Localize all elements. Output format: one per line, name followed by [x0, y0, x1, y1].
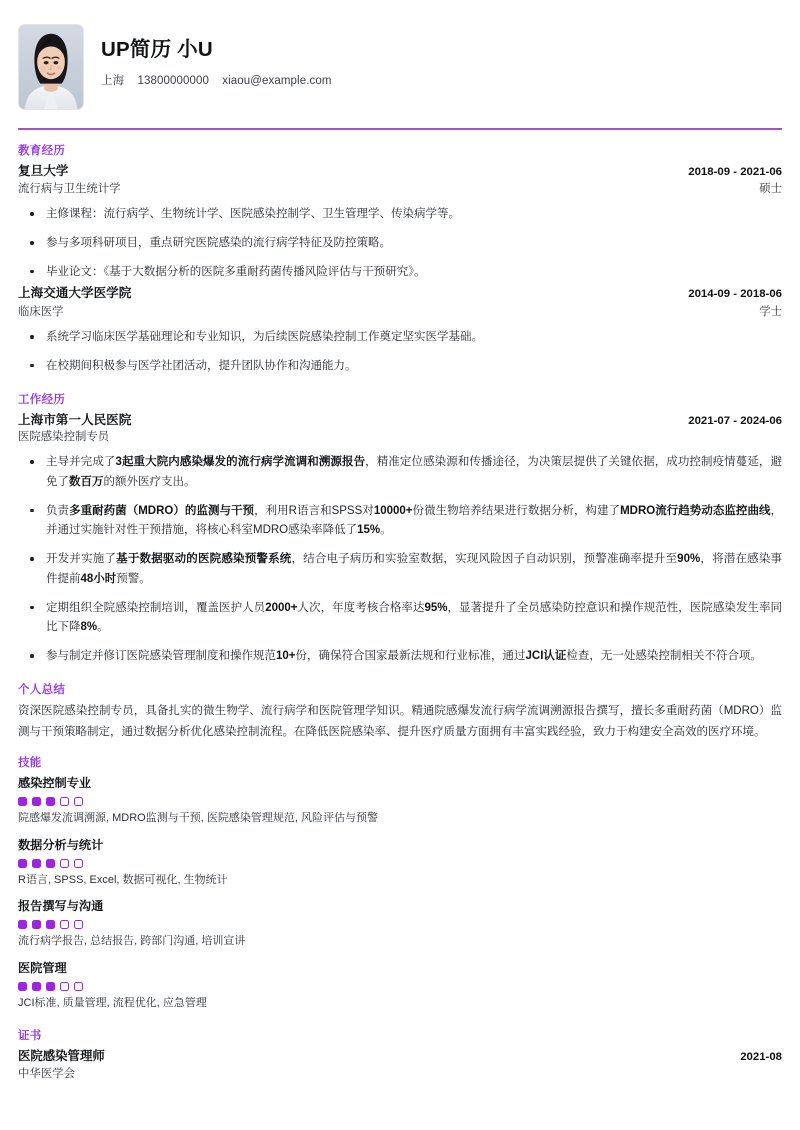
skill-dot-filled — [18, 920, 27, 929]
entry-subtitle: 医院感染控制专员 — [18, 431, 110, 444]
skill-dot-filled — [46, 797, 55, 806]
skill-dot-filled — [32, 920, 41, 929]
bullet-list — [18, 453, 782, 667]
certificate-list — [18, 1047, 782, 1084]
section-title-education: 教育经历 — [18, 144, 66, 157]
bullet-text: 定期组织全院感染控制培训，覆盖医护人员 — [46, 601, 266, 614]
skill-dot-filled — [18, 859, 27, 868]
bullet-emphasis: 48小时 — [80, 572, 117, 585]
bullet-emphasis: MDRO流行趋势动态监控曲线 — [620, 504, 771, 517]
skill-dot-filled — [32, 859, 41, 868]
skill-detail: R语言, SPSS, Excel, 数据可视化, 生物统计 — [18, 873, 228, 886]
section-education — [18, 130, 782, 377]
skill-item — [18, 836, 782, 888]
header-divider — [18, 128, 782, 130]
entry-meta: 学士 — [759, 306, 782, 319]
entry-sub-row — [18, 180, 782, 199]
bullet-text: 份，确保符合国家最新法规和行业标准，通过 — [295, 650, 526, 663]
bullet-emphasis: 15% — [357, 524, 381, 537]
experience-entry — [18, 284, 782, 376]
bullet-item — [18, 328, 782, 348]
skill-dot-empty — [60, 982, 69, 991]
skill-item — [18, 774, 782, 826]
entry-sub-row — [18, 303, 782, 322]
entry-subtitle: 临床医学 — [18, 306, 64, 319]
bullet-text: ，精准定位感染源和传播途径，为决策层提供了关键依据，成功控制疫情蔓延，避免了 — [46, 456, 782, 488]
skill-dot-empty — [74, 920, 83, 929]
bullet-item — [18, 453, 782, 493]
skill-dot-empty — [74, 859, 83, 868]
bullet-emphasis: 数百万 — [69, 475, 104, 488]
section-title-skills: 技能 — [18, 757, 42, 770]
bullet-text: 人次，年度考核合格率达 — [297, 601, 425, 614]
bullet-text: ，结合电子病历和实验室数据，实现风险因子自动识别，预警准确率提升至 — [291, 553, 678, 566]
bullet-item — [18, 205, 782, 225]
bullet-item — [18, 647, 782, 667]
entry-subtitle: 流行病与卫生统计学 — [18, 183, 121, 196]
contact-line — [101, 74, 332, 89]
certificate-header-row — [18, 1047, 782, 1066]
bullet-text: 在校期间积极参与医学社团活动，提升团队协作和沟通能力。 — [46, 359, 357, 372]
bullet-text: ，利用R语言和SPSS对 — [254, 504, 374, 517]
work-entries — [18, 411, 782, 667]
skill-detail: JCI标准, 质量管理, 流程优化, 应急管理 — [18, 996, 207, 1009]
skill-dot-filled — [46, 859, 55, 868]
skill-dot-filled — [32, 797, 41, 806]
skill-detail: 院感爆发流调溯源, MDRO监测与干预, 医院感染管理规范, 风险评估与预警 — [18, 812, 378, 825]
section-summary — [18, 669, 782, 742]
bullet-emphasis: JCI认证 — [525, 650, 567, 663]
certificate-issuer: 中华医学会 — [18, 1068, 75, 1081]
bullet-text: 主修课程：流行病学、生物统计学、医院感染控制学、卫生管理学、传染病学等。 — [46, 208, 460, 221]
entry-header-row — [18, 284, 782, 303]
bullet-list — [18, 205, 782, 282]
skill-dot-filled — [32, 982, 41, 991]
skill-dot-filled — [46, 982, 55, 991]
entry-sub-row — [18, 429, 782, 447]
bullet-emphasis: 10+ — [276, 650, 296, 663]
skill-name: 数据分析与统计 — [18, 837, 104, 852]
section-title-certificates: 证书 — [18, 1030, 42, 1042]
bullet-emphasis: 8% — [80, 621, 98, 634]
bullet-text: ，显著提升了全员感染防控意识和操作规范性，医院感染发生率同比下降 — [46, 601, 783, 634]
bullet-text: 份微生物培养结果进行数据分析，构建了 — [412, 504, 621, 517]
skill-detail: 流行病学报告, 总结报告, 跨部门沟通, 培训宣讲 — [18, 935, 246, 948]
bullet-text: 参与多项科研项目，重点研究医院感染的流行病学特征及防控策略。 — [46, 236, 391, 249]
skill-dot-empty — [60, 859, 69, 868]
skill-dot-empty — [74, 797, 83, 806]
entry-date: 2014-09 - 2018-06 — [688, 288, 782, 301]
skill-list — [18, 774, 782, 1011]
bullet-text: 主导并完成了 — [46, 456, 116, 469]
bullet-text: 预警。 — [116, 572, 151, 585]
avatar — [18, 24, 84, 110]
certificate-date: 2021-08 — [740, 1051, 782, 1063]
skill-name: 感染控制专业 — [18, 776, 92, 791]
bullet-text: 。 — [97, 621, 109, 634]
entry-header-row — [18, 411, 782, 430]
entry-organization: 上海交通大学医学院 — [18, 286, 132, 301]
bullet-emphasis: 2000+ — [265, 601, 298, 614]
skill-item — [18, 959, 782, 1011]
skill-dot-empty — [74, 982, 83, 991]
bullet-text: 毕业论文：《基于大数据分析的医院多重耐药菌传播风险评估与干预研究》。 — [46, 265, 426, 278]
bullet-list — [18, 328, 782, 377]
bullet-text: ，将潜在感染事件提前 — [46, 553, 783, 585]
entry-date: 2018-09 - 2021-06 — [688, 165, 782, 178]
skill-level-dots — [18, 859, 782, 868]
skill-dot-filled — [46, 920, 55, 929]
person-name: UP简历 小U — [101, 38, 213, 61]
bullet-text: 参与制定并修订医院感染管理制度和操作规范 — [46, 650, 276, 663]
certificate-item — [18, 1047, 782, 1084]
section-work — [18, 379, 782, 667]
entry-organization: 上海市第一人民医院 — [18, 412, 132, 427]
section-title-work: 工作经历 — [18, 393, 66, 406]
bullet-emphasis: 90% — [677, 553, 701, 566]
section-title-summary: 个人总结 — [18, 684, 66, 696]
education-entries — [18, 162, 782, 377]
contact-phone: 13800000000 — [137, 74, 209, 87]
experience-entry — [18, 411, 782, 667]
bullet-emphasis: 流行病学流调和溯源报告 — [237, 456, 366, 469]
entry-organization: 复旦大学 — [18, 163, 69, 178]
entry-header-row — [18, 162, 782, 181]
section-skills — [18, 742, 782, 1011]
skill-name: 医院管理 — [18, 960, 67, 975]
bullet-item — [18, 263, 782, 283]
identity-block — [101, 24, 332, 89]
bullet-item — [18, 357, 782, 377]
bullet-text: 。 — [380, 524, 392, 537]
bullet-emphasis: 3起重大院内感染爆发的 — [115, 456, 238, 469]
skill-level-dots — [18, 797, 782, 806]
bullet-item — [18, 502, 782, 542]
resume-header — [18, 0, 782, 118]
experience-entry — [18, 162, 782, 283]
bullet-emphasis: 10000+ — [373, 504, 413, 517]
contact-email: xiaou@example.com — [222, 74, 332, 87]
bullet-text: 系统学习临床医学基础理论和专业知识，为后续医院感染控制工作奠定坚实医学基础。 — [46, 331, 483, 344]
bullet-text: 检查，无一处感染控制相关不符合项。 — [566, 650, 762, 663]
summary-text: 资深医院感染控制专员，具备扎实的微生物学、流行病学和医院管理学知识。精通院感爆发流行病学流调溯源报告撰写，擅长多重耐药菌（MDRO）监测与干预策略制定，通过数据分析优化感染控制流程。在降低医院感染率、提升医疗质量方面拥有丰富实践经验，致力于构建安全高效的医疗环境。 — [18, 705, 782, 738]
bullet-item — [18, 550, 782, 590]
skill-level-dots — [18, 920, 782, 929]
bullet-emphasis: 95% — [424, 601, 448, 614]
bullet-text: ，并通过实施针对性干预措施，将核心科室MDRO感染率降低了 — [46, 504, 782, 537]
bullet-text: 的额外医疗支出。 — [103, 475, 196, 488]
bullet-emphasis: 多重耐药菌（MDRO）的监测与干预 — [69, 504, 255, 517]
entry-date: 2021-07 - 2024-06 — [688, 414, 782, 427]
bullet-item — [18, 234, 782, 254]
skill-level-dots — [18, 982, 782, 991]
bullet-item — [18, 599, 782, 639]
section-certificates — [18, 1015, 782, 1084]
skill-dot-empty — [60, 797, 69, 806]
skill-dot-empty — [60, 920, 69, 929]
bullet-text: 负责 — [46, 504, 70, 517]
bullet-emphasis: 基于数据驱动的医院感染预警系统 — [116, 553, 292, 566]
skill-item — [18, 897, 782, 949]
skill-name: 报告撰写与沟通 — [18, 899, 104, 914]
skill-dot-filled — [18, 797, 27, 806]
certificate-name: 医院感染管理师 — [18, 1049, 105, 1063]
skill-dot-filled — [18, 982, 27, 991]
bullet-text: 开发并实施了 — [46, 553, 117, 566]
entry-meta: 硕士 — [759, 183, 782, 196]
contact-location: 上海 — [101, 74, 125, 87]
